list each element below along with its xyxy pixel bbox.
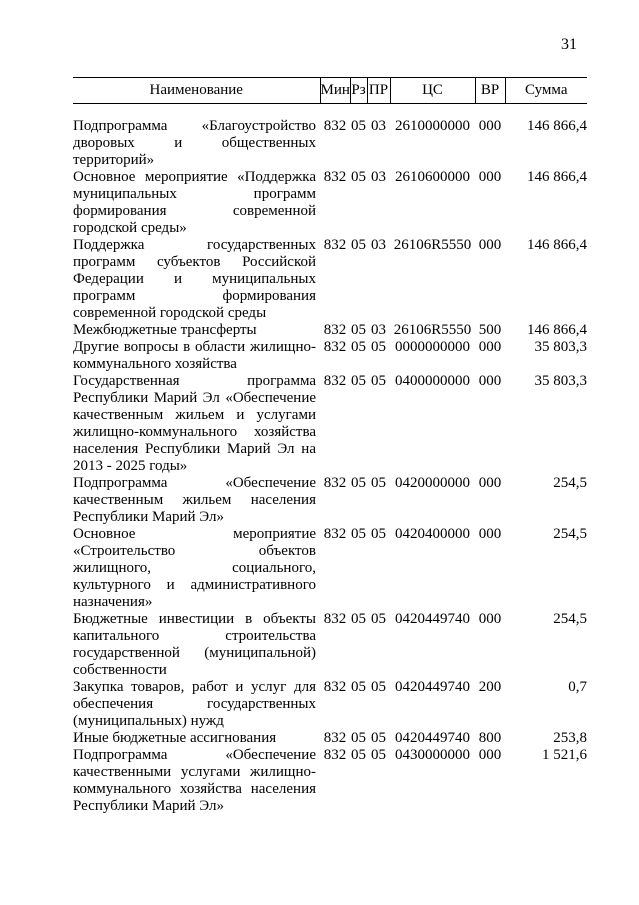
- row-sum: 0,7: [568, 679, 587, 695]
- page-number: 31: [561, 36, 577, 53]
- row-pr: 05: [371, 373, 386, 389]
- row-pr: 05: [371, 526, 386, 542]
- row-cs: 0420400000: [395, 526, 470, 542]
- header-spacer: [73, 104, 587, 119]
- row-vr: 000: [478, 747, 502, 763]
- row-rz: 05: [351, 611, 366, 627]
- row-pr: 05: [371, 679, 386, 695]
- table-row: [73, 118, 587, 169]
- row-rz: 05: [351, 322, 366, 338]
- row-cs: 0420000000: [395, 475, 470, 491]
- table-row: [73, 373, 587, 475]
- header-name: Наименование: [73, 78, 320, 104]
- row-rz: 05: [351, 475, 366, 491]
- row-name: Иные бюджетные ассигнования: [73, 730, 277, 746]
- table-row: [73, 730, 587, 747]
- row-vr: 000: [478, 237, 502, 253]
- row-pr: 05: [371, 475, 386, 491]
- table-row: [73, 611, 587, 679]
- row-pr: 05: [371, 747, 386, 763]
- table-row: [73, 237, 587, 322]
- header-sum: Сумма: [505, 78, 587, 104]
- row-sum: 35 803,3: [534, 373, 587, 389]
- row-name: Подпрограмма «Обеспечение качественным жильем населения Республики Марий Эл»: [73, 475, 316, 525]
- row-cs: 0430000000: [395, 747, 470, 763]
- table-row: [73, 169, 587, 237]
- row-rz: 05: [351, 679, 366, 695]
- row-min: 832: [323, 730, 347, 746]
- row-vr: 800: [478, 730, 502, 746]
- row-rz: 05: [351, 237, 366, 253]
- row-vr: 500: [478, 322, 502, 338]
- header-row: [73, 78, 587, 104]
- row-vr: 000: [478, 475, 502, 491]
- row-rz: 05: [351, 747, 366, 763]
- row-name: Другие вопросы в области жилищно-коммунального хозяйства: [73, 339, 316, 372]
- row-rz: 05: [351, 526, 366, 542]
- row-name: Межбюджетные трансферты: [73, 322, 257, 338]
- row-rz: 05: [351, 118, 366, 134]
- row-name: Государственная программа Республики Марий Эл «Обеспечение качественным жильем и услугами жилищно-коммунального хозяйства населения Республики Марий Эл на 2013 - 2025 годы»: [73, 373, 316, 474]
- row-pr: 03: [371, 169, 386, 185]
- header-pr: ПР: [367, 78, 390, 104]
- row-cs: 0420449740: [395, 679, 470, 695]
- table-row: [73, 747, 587, 815]
- row-min: 832: [323, 169, 347, 185]
- row-vr: 200: [478, 679, 502, 695]
- row-name: Закупка товаров, работ и услуг для обеспечения государственных (муниципальных) нужд: [73, 679, 316, 729]
- row-name: Основное мероприятие «Поддержка муниципальных программ формирования современной городской среды»: [73, 169, 316, 236]
- row-vr: 000: [478, 169, 502, 185]
- table-row: [73, 475, 587, 526]
- row-vr: 000: [478, 373, 502, 389]
- budget-table: [73, 77, 587, 815]
- header-rz: Рз: [350, 78, 367, 104]
- row-pr: 03: [371, 322, 386, 338]
- row-cs: 2610000000: [395, 118, 470, 134]
- row-sum: 146 866,4: [527, 118, 587, 134]
- row-vr: 000: [478, 526, 502, 542]
- table-row: [73, 679, 587, 730]
- row-min: 832: [323, 237, 347, 253]
- row-cs: 2610600000: [395, 169, 470, 185]
- row-vr: 000: [478, 611, 502, 627]
- row-min: 832: [323, 747, 347, 763]
- row-name: Подпрограмма «Благоустройство дворовых и общественных территорий»: [73, 118, 316, 168]
- row-cs: 0400000000: [395, 373, 470, 389]
- row-sum: 254,5: [553, 475, 587, 491]
- row-vr: 000: [478, 118, 502, 134]
- row-name: Основное мероприятие «Строительство объектов жилищного, социального, культурного и административного назначения»: [73, 526, 316, 610]
- row-min: 832: [323, 475, 347, 491]
- table-row: [73, 322, 587, 339]
- row-min: 832: [323, 373, 347, 389]
- row-sum: 146 866,4: [527, 322, 587, 338]
- row-cs: 0420449740: [395, 730, 470, 746]
- row-sum: 253,8: [553, 730, 587, 746]
- row-pr: 03: [371, 118, 386, 134]
- row-sum: 254,5: [553, 611, 587, 627]
- row-sum: 146 866,4: [527, 169, 587, 185]
- row-rz: 05: [351, 169, 366, 185]
- row-vr: 000: [478, 339, 502, 355]
- row-name: Подпрограмма «Обеспечение качественными услугами жилищно-коммунального хозяйства населения Республики Марий Эл»: [73, 747, 316, 814]
- row-name: Поддержка государственных программ субъектов Российской Федерации и муниципальных программ формирования современной городской среды: [73, 237, 316, 321]
- table-row: [73, 526, 587, 611]
- header-vr: ВР: [475, 78, 505, 104]
- row-pr: 03: [371, 237, 386, 253]
- row-rz: 05: [351, 373, 366, 389]
- table-row: [73, 339, 587, 373]
- header-min: Мин: [320, 78, 350, 104]
- row-min: 832: [323, 339, 347, 355]
- row-sum: 254,5: [553, 526, 587, 542]
- row-name: Бюджетные инвестиции в объекты капитального строительства государственной (муниципальной) собственности: [73, 611, 316, 678]
- row-sum: 35 803,3: [534, 339, 587, 355]
- row-rz: 05: [351, 730, 366, 746]
- row-min: 832: [323, 118, 347, 134]
- row-cs: 0420449740: [395, 611, 470, 627]
- row-sum: 1 521,6: [542, 747, 587, 763]
- row-min: 832: [323, 526, 347, 542]
- row-rz: 05: [351, 339, 366, 355]
- row-cs: 26106R5550: [393, 322, 472, 338]
- header-cs: ЦС: [390, 78, 475, 104]
- row-min: 832: [323, 611, 347, 627]
- row-cs: 0000000000: [395, 339, 470, 355]
- row-min: 832: [323, 679, 347, 695]
- row-pr: 05: [371, 339, 386, 355]
- row-sum: 146 866,4: [527, 237, 587, 253]
- row-pr: 05: [371, 730, 386, 746]
- row-min: 832: [323, 322, 347, 338]
- row-pr: 05: [371, 611, 386, 627]
- row-cs: 26106R5550: [393, 237, 472, 253]
